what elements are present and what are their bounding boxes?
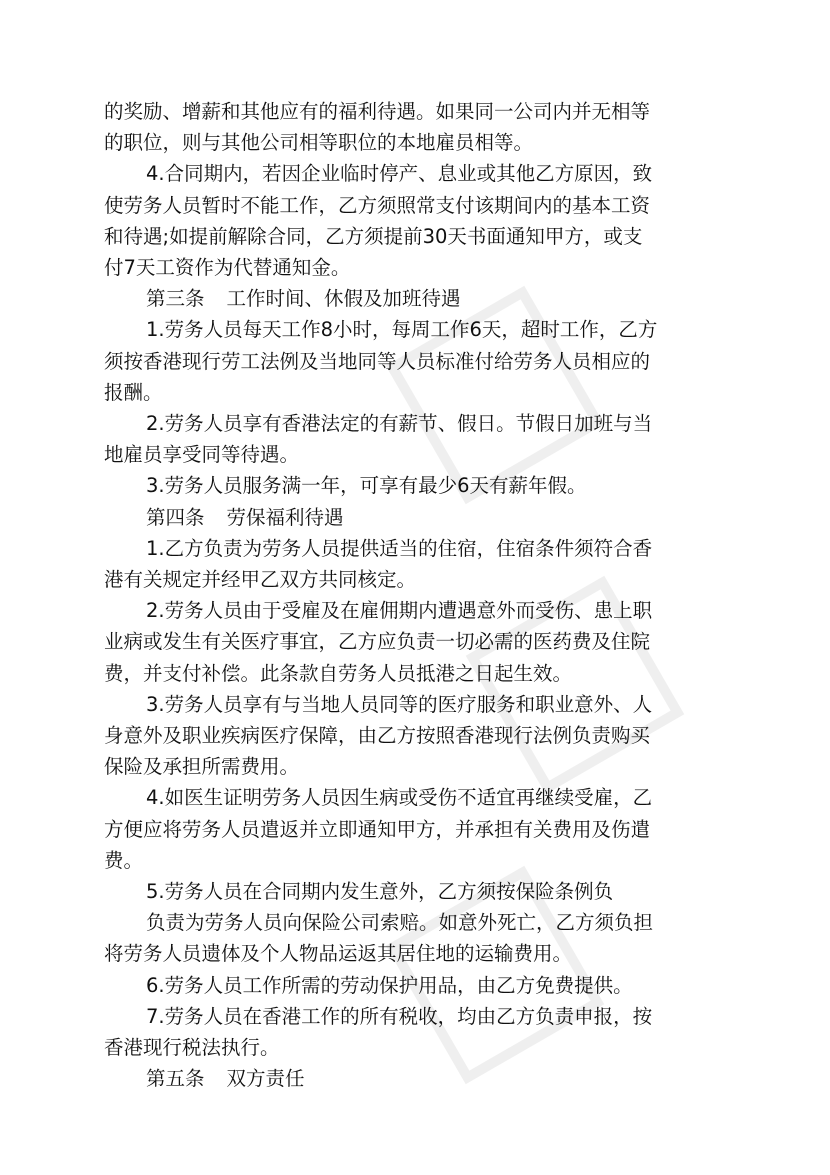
text-line: 保险及承担所需费用。 bbox=[104, 755, 300, 779]
paragraph bbox=[104, 408, 726, 470]
text-line: 地雇员享受同等待遇。 bbox=[104, 443, 300, 467]
paragraph bbox=[104, 876, 726, 907]
paragraph bbox=[104, 1001, 726, 1063]
text-line: 4.合同期内，若因企业临时停产、息业或其他乙方原因，致 bbox=[146, 162, 653, 186]
paragraph bbox=[104, 470, 726, 501]
heading-line bbox=[104, 283, 726, 314]
text-line: 使劳务人员暂时不能工作，乙方须照常支付该期间内的基本工资 bbox=[104, 193, 651, 217]
heading-number: 第三条 bbox=[146, 287, 205, 311]
heading-title: 劳保福利待遇 bbox=[226, 505, 344, 529]
paragraph bbox=[104, 595, 726, 689]
text-line: 2.劳务人员享有香港法定的有薪节、假日。节假日加班与当 bbox=[146, 412, 653, 436]
text-line: 3.劳务人员享有与当地人员同等的医疗服务和职业意外、人 bbox=[146, 692, 653, 716]
heading-line bbox=[104, 1063, 726, 1094]
text-line: 3.劳务人员服务满一年，可享有最少6天有薪年假。 bbox=[146, 474, 587, 498]
text-line: 香港现行税法执行。 bbox=[104, 1036, 280, 1060]
text-line: 费。 bbox=[104, 848, 144, 872]
text-line: 1.劳务人员每天工作8小时，每周工作6天，超时工作，乙方 bbox=[146, 318, 658, 342]
paragraph bbox=[104, 96, 726, 158]
text-line: 业病或发生有关医疗事宜，乙方应负责一切必需的医药费及住院 bbox=[104, 630, 651, 654]
text-line: 1.乙方负责为劳务人员提供适当的住宿，住宿条件须符合香 bbox=[146, 536, 653, 560]
text-line: 付7天工资作为代替通知金。 bbox=[104, 256, 351, 280]
document-body bbox=[104, 96, 726, 1095]
paragraph bbox=[104, 314, 726, 408]
text-line: 5.劳务人员在合同期内发生意外，乙方须按保险条例负 bbox=[146, 880, 614, 904]
text-line: 报酬。 bbox=[104, 380, 163, 404]
paragraph bbox=[104, 158, 726, 283]
text-line: 身意外及职业疾病医疗保障，由乙方按照香港现行法例负责购买 bbox=[104, 724, 651, 748]
heading-line bbox=[104, 502, 726, 533]
text-line: 负责为劳务人员向保险公司索赔。如意外死亡，乙方须负担 bbox=[146, 911, 654, 935]
text-line: 6.劳务人员工作所需的劳动保护用品，由乙方免费提供。 bbox=[146, 973, 633, 997]
paragraph bbox=[104, 907, 726, 969]
heading-number: 第五条 bbox=[146, 1067, 205, 1091]
paragraph bbox=[104, 689, 726, 783]
section-heading bbox=[104, 1063, 726, 1094]
text-line: 的奖励、增薪和其他应有的福利待遇。如果同一公司内并无相等 bbox=[104, 100, 651, 123]
text-line: 将劳务人员遗体及个人物品运返其居住地的运输费用。 bbox=[104, 942, 573, 966]
paragraph bbox=[104, 782, 726, 876]
text-line: 须按香港现行劳工法例及当地同等人员标准付给劳务人员相应的 bbox=[104, 349, 651, 373]
paragraph bbox=[104, 533, 726, 595]
section-heading bbox=[104, 283, 726, 314]
text-line: 4.如医生证明劳务人员因生病或受伤不适宜再继续受雇，乙 bbox=[146, 786, 653, 810]
text-line: 和待遇;如提前解除合同，乙方须提前30天书面通知甲方，或支 bbox=[104, 224, 643, 248]
text-line: 方便应将劳务人员遣返并立即通知甲方，并承担有关费用及伤遣 bbox=[104, 817, 651, 841]
text-line: 的职位，则与其他公司相等职位的本地雇员相等。 bbox=[104, 131, 534, 155]
heading-number: 第四条 bbox=[146, 505, 205, 529]
heading-title: 双方责任 bbox=[226, 1067, 305, 1091]
heading-title: 工作时间、休假及加班待遇 bbox=[226, 287, 461, 311]
section-heading bbox=[104, 502, 726, 533]
paragraph bbox=[104, 970, 726, 1001]
text-line: 费，并支付补偿。此条款自劳务人员抵港之日起生效。 bbox=[104, 661, 573, 685]
text-line: 港有关规定并经甲乙双方共同核定。 bbox=[104, 568, 417, 592]
text-line: 2.劳务人员由于受雇及在雇佣期内遭遇意外而受伤、患上职 bbox=[146, 599, 653, 623]
text-line: 7.劳务人员在香港工作的所有税收，均由乙方负责申报，按 bbox=[146, 1004, 653, 1028]
